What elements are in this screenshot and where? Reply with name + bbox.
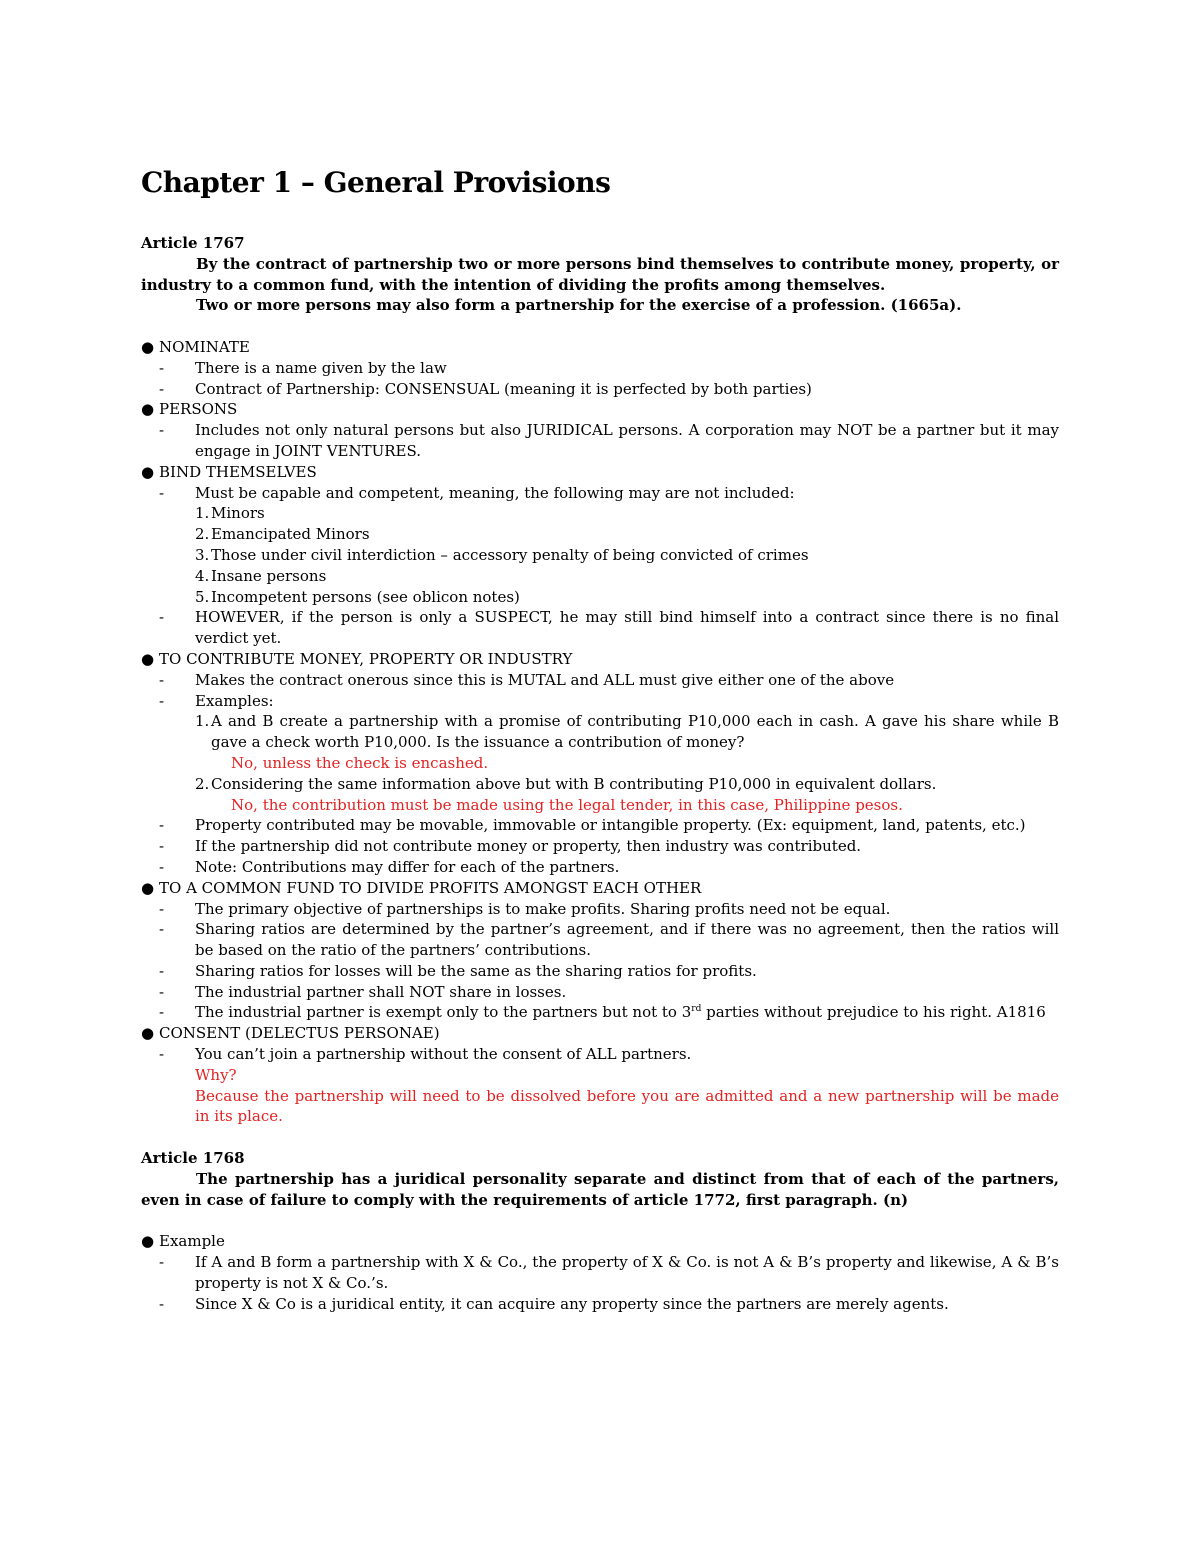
dash-icon: - — [159, 483, 165, 502]
consent-answer: Because the partnership will need to be dissolved before you are admitted and a new partnership will be made in its place. — [195, 1086, 1059, 1126]
list-item: - Since X & Co is a juridical entity, it can acquire any property since the partners are merely agents. — [159, 1294, 949, 1313]
list-item: - Sharing ratios are determined by the partner’s agreement, and if there was no agreement, then the ratios will be based on the ratio of the partners’ contributions. — [159, 920, 1059, 960]
numbered-item: 5. Incompetent persons (see oblicon notes) — [195, 587, 520, 606]
section-contribute: ● TO CONTRIBUTE MONEY, PROPERTY OR INDUSTRY — [141, 649, 573, 668]
list-item: - Contract of Partnership: CONSENSUAL (meaning it is perfected by both parties) — [159, 379, 812, 398]
numbered-item: 1. Minors — [195, 504, 265, 523]
list-item: - Includes not only natural persons but also JURIDICAL persons. A corporation may NOT be a partner but it may engage in JOINT VENTURES. — [159, 421, 1059, 460]
article-1767-paragraph-2: Two or more persons may also form a partnership for the exercise of a profession. (1665a). — [196, 296, 962, 315]
example-answer: No, the contribution must be made using the legal tender, in this case, Philippine pesos. — [231, 795, 903, 814]
numbered-item: 4. Insane persons — [195, 566, 327, 585]
dash-icon: - — [159, 982, 165, 1001]
dash-icon: - — [159, 691, 165, 710]
list-item: - Sharing ratios for losses will be the same as the sharing ratios for profits. — [159, 961, 757, 980]
section-common-fund: ● TO A COMMON FUND TO DIVIDE PROFITS AMONGST EACH OTHER — [141, 878, 702, 897]
article-1768-heading: Article 1768 — [141, 1149, 245, 1168]
list-item: - Property contributed may be movable, immovable or intangible property. (Ex: equipment, land, patents, etc.) — [159, 816, 1026, 835]
bullet-icon: ● — [141, 337, 155, 356]
section-nominate: ● NOMINATE — [141, 337, 250, 356]
example-answer: No, unless the check is encashed. — [231, 753, 489, 772]
dash-icon: - — [159, 837, 165, 856]
dash-icon: - — [159, 816, 165, 835]
list-item: - If the partnership did not contribute money or property, then industry was contributed. — [159, 837, 862, 856]
dash-icon: - — [159, 1253, 165, 1272]
bullet-icon: ● — [141, 1024, 155, 1043]
article-1768-paragraph: The partnership has a juridical personality separate and distinct from that of each of the partners, even in case of failure to comply with the requirements of article 1772, first paragraph. (n) — [141, 1169, 1059, 1209]
list-item: - You can’t join a partnership without the consent of ALL partners. — [159, 1045, 692, 1064]
bullet-icon: ● — [141, 878, 155, 897]
section-consent: ● CONSENT (DELECTUS PERSONAE) — [141, 1024, 440, 1043]
list-item: - There is a name given by the law — [159, 358, 447, 377]
dash-icon: - — [159, 358, 165, 377]
list-item: - Must be capable and competent, meaning, the following may are not included: — [159, 483, 795, 502]
list-item: - Makes the contract onerous since this is MUTAL and ALL must give either one of the above — [159, 670, 895, 689]
example-item: 2. Considering the same information above but with B contributing P10,000 in equivalent dollars. — [195, 774, 937, 793]
bullet-icon: ● — [141, 400, 155, 419]
section-persons: ● PERSONS — [141, 400, 238, 419]
dash-icon: - — [159, 670, 165, 689]
list-item: - If A and B form a partnership with X & Co., the property of X & Co. is not A & B’s property and likewise, A & B’s property is not X & Co.’s. — [159, 1253, 1059, 1292]
article-1767-paragraph-1: By the contract of partnership two or more persons bind themselves to contribute money, property, or industry to a common fund, with the intention of dividing the profits among themselves. — [141, 254, 1059, 294]
list-item: - The industrial partner is exempt only to the partners but not to 3rd parties without prejudice to his right. A1816 — [159, 1003, 1046, 1022]
dash-icon: - — [159, 920, 165, 939]
dash-icon: - — [159, 1294, 165, 1313]
document-body — [141, 233, 1059, 1314]
bullet-icon: ● — [141, 1232, 155, 1251]
dash-icon: - — [159, 379, 165, 398]
list-item: - Note: Contributions may differ for each of the partners. — [159, 857, 620, 876]
dash-icon: - — [159, 1003, 165, 1022]
dash-icon: - — [159, 608, 165, 627]
dash-icon: - — [159, 857, 165, 876]
list-item: - Examples: — [159, 691, 274, 710]
list-item: - HOWEVER, if the person is only a SUSPECT, he may still bind himself into a contract since there is no final verdict yet. — [159, 608, 1059, 648]
list-item: - The primary objective of partnerships is to make profits. Sharing profits need not be equal. — [159, 899, 891, 918]
numbered-item: 3. Those under civil interdiction – accessory penalty of being convicted of crimes — [195, 545, 809, 564]
dash-icon: - — [159, 961, 165, 980]
dash-icon: - — [159, 421, 165, 440]
consent-question: Why? — [195, 1065, 237, 1084]
list-item: - The industrial partner shall NOT share in losses. — [159, 982, 567, 1001]
bullet-icon: ● — [141, 462, 155, 481]
section-example: ● Example — [141, 1232, 225, 1251]
section-bind-themselves: ● BIND THEMSELVES — [141, 462, 317, 481]
article-1767-heading: Article 1767 — [141, 234, 245, 252]
example-item: 1. A and B create a partnership with a promise of contributing P10,000 each in cash. A gave his share while B gave a check worth P10,000. Is the issuance a contribution of money? — [195, 712, 1059, 752]
dash-icon: - — [159, 899, 165, 918]
bullet-icon: ● — [141, 649, 155, 668]
numbered-item: 2. Emancipated Minors — [195, 525, 370, 544]
dash-icon: - — [159, 1045, 165, 1064]
chapter-title: Chapter 1 – General Provisions — [141, 166, 611, 199]
